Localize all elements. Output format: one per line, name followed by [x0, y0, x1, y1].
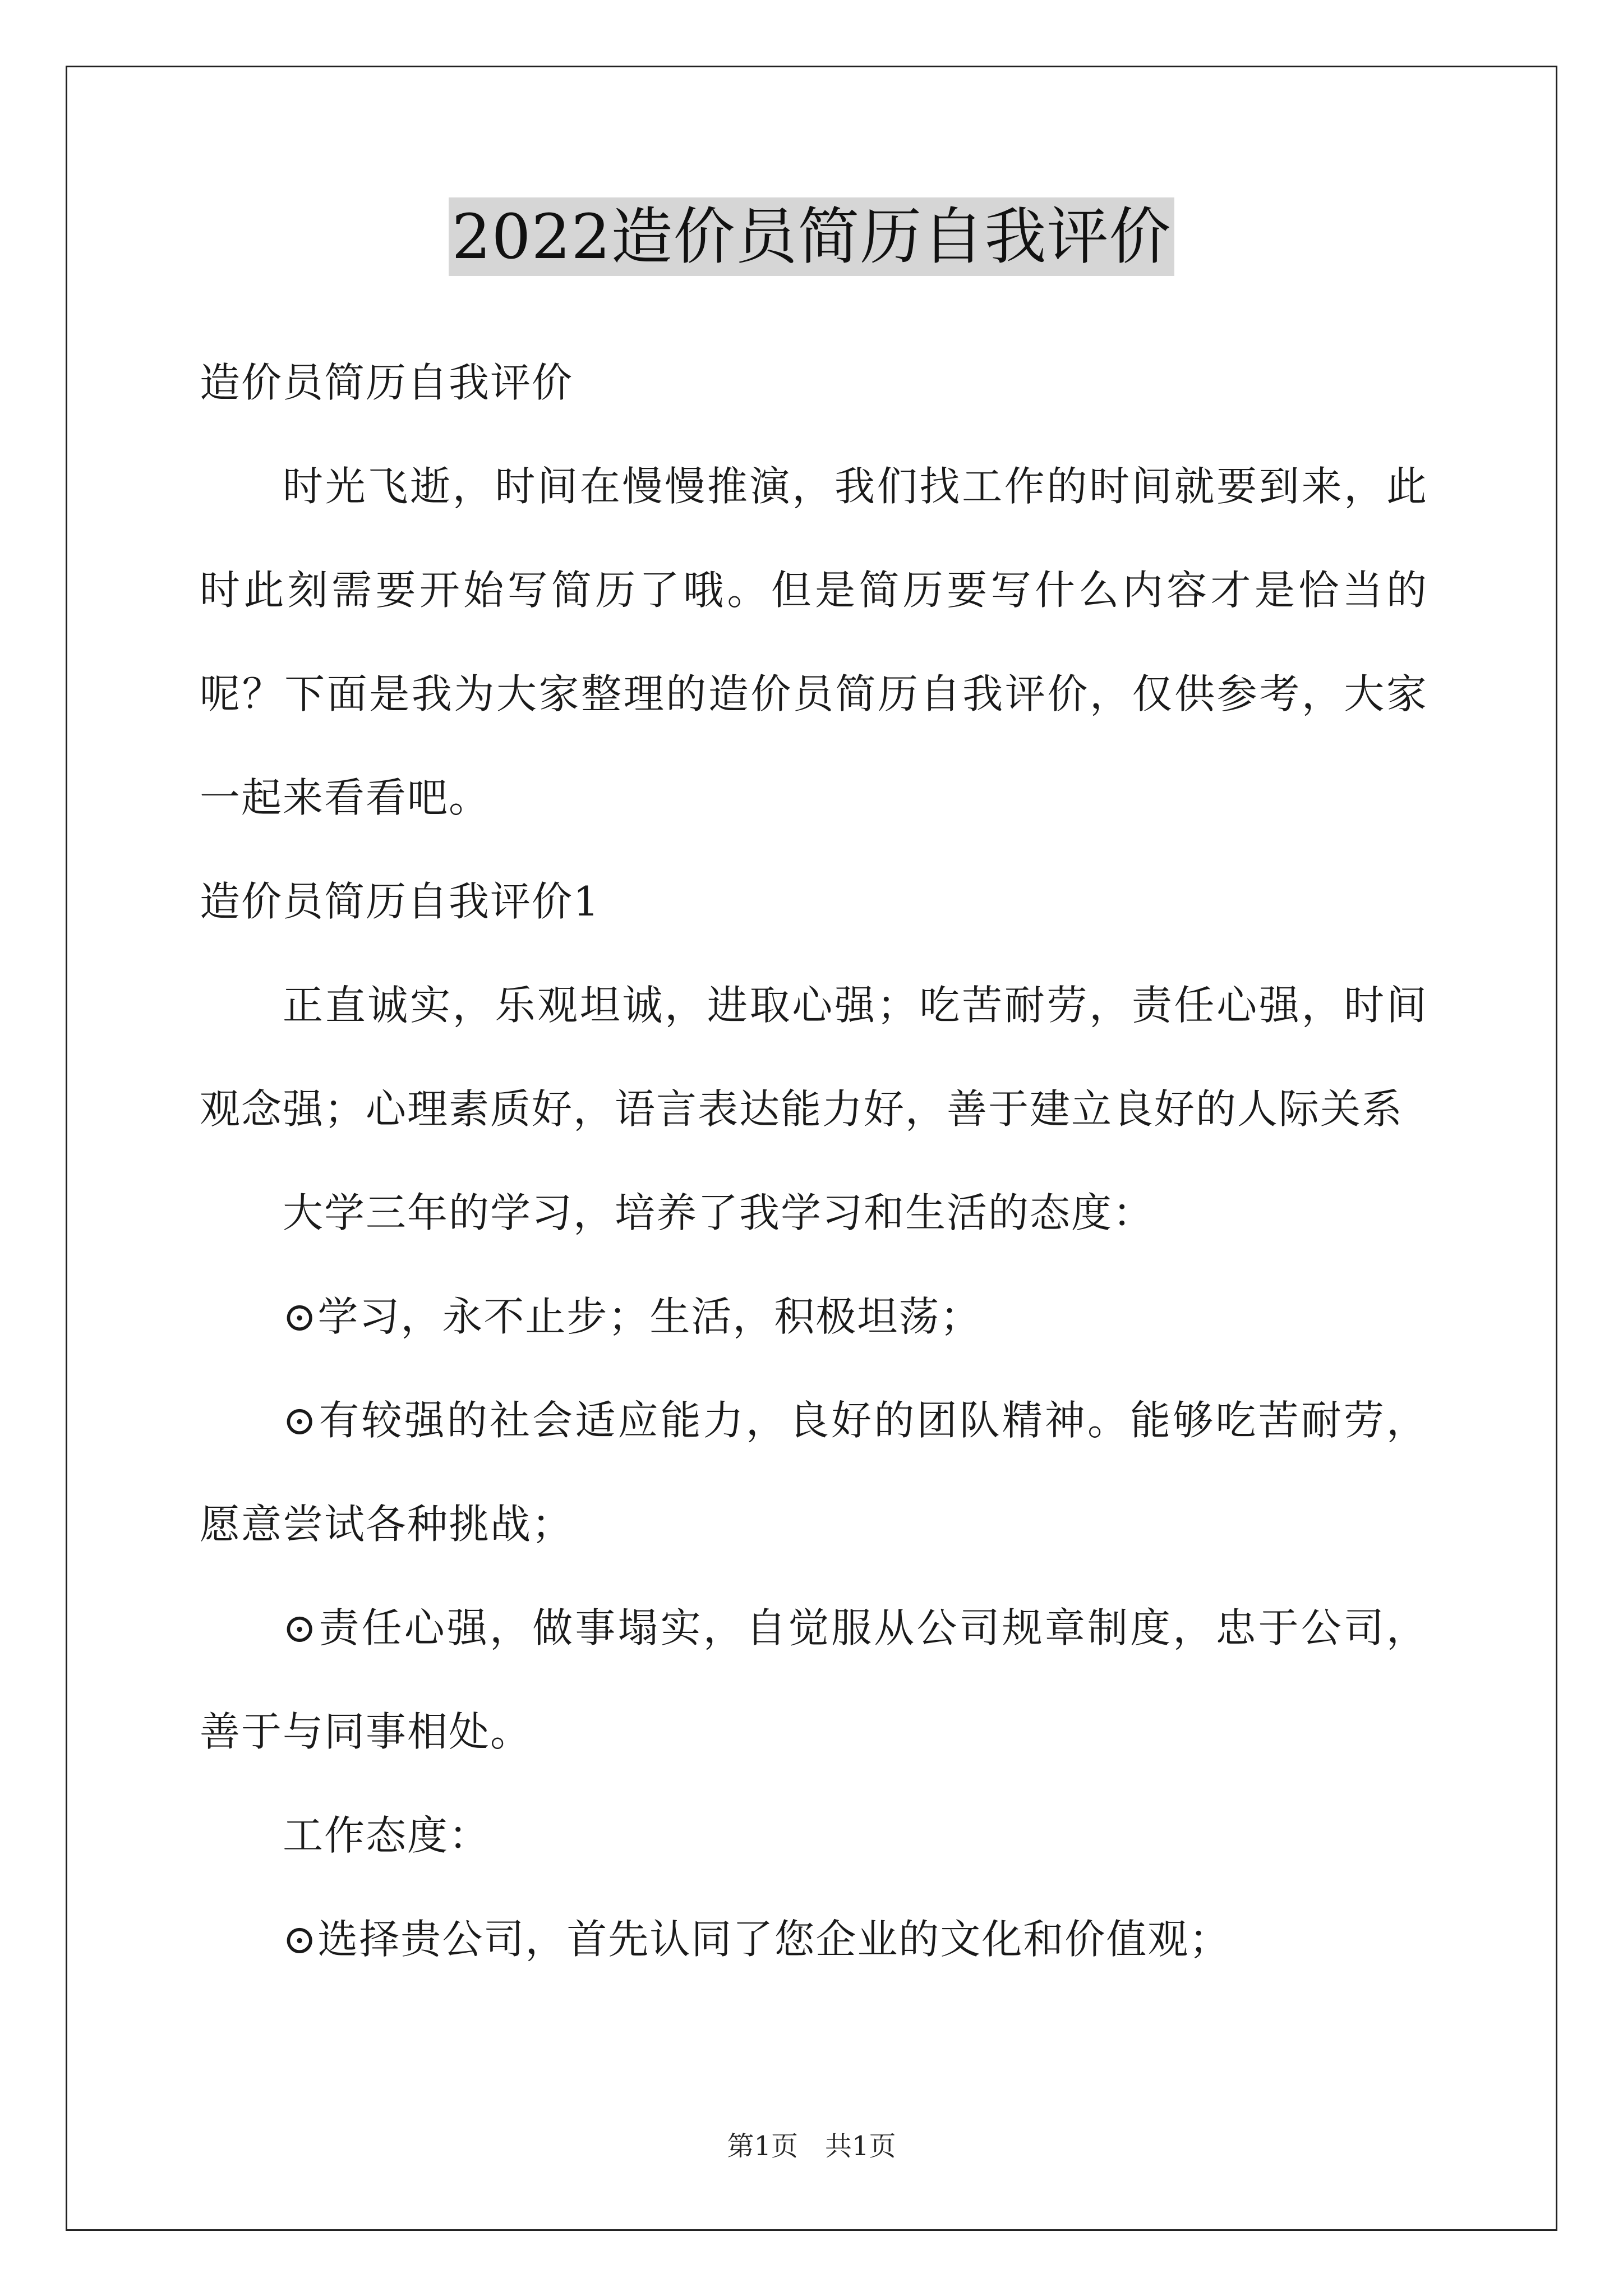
paragraph-section-heading: 造价员简历自我评价1 — [200, 878, 600, 925]
paragraph-work-attitude: 工作态度： — [283, 1812, 491, 1859]
title-container — [0, 197, 1623, 276]
list-item: ⊙学习，永不止步；生活，积极坦荡； — [283, 1293, 982, 1340]
list-item: ⊙有较强的社会适应能力，良好的团队精神。能够吃苦耐劳，愿意尝试各种挑战； — [200, 1397, 1428, 1548]
page-total: 共1页 — [825, 2131, 896, 2162]
paragraph-study-attitude: 大学三年的学习，培养了我学习和生活的态度： — [283, 1189, 1155, 1236]
list-item: ⊙选择贵公司，首先认同了您企业的文化和价值观； — [283, 1916, 1231, 1963]
list-item: ⊙责任心强，做事塌实，自觉服从公司规章制度，忠于公司，善于与同事相处。 — [200, 1604, 1428, 1755]
document-body — [200, 331, 1428, 1991]
paragraph-personality: 正直诚实，乐观坦诚，进取心强；吃苦耐劳，责任心强，时间观念强；心理素质好，语言表达能力好，善于建立良好的人际关系 — [200, 982, 1428, 1133]
page-footer — [0, 2129, 1623, 2163]
paragraph-subtitle: 造价员简历自我评价 — [200, 359, 574, 406]
paragraph-intro: 时光飞逝，时间在慢慢推演，我们找工作的时间就要到来，此时此刻需要开始写简历了哦。但是简历要写什么内容才是恰当的呢？下面是我为大家整理的造价员简历自我评价，仅供参考，大家一起来看看吧。 — [200, 463, 1428, 821]
document-title: 2022造价员简历自我评价 — [449, 197, 1175, 276]
page-number: 第1页 — [727, 2131, 798, 2162]
